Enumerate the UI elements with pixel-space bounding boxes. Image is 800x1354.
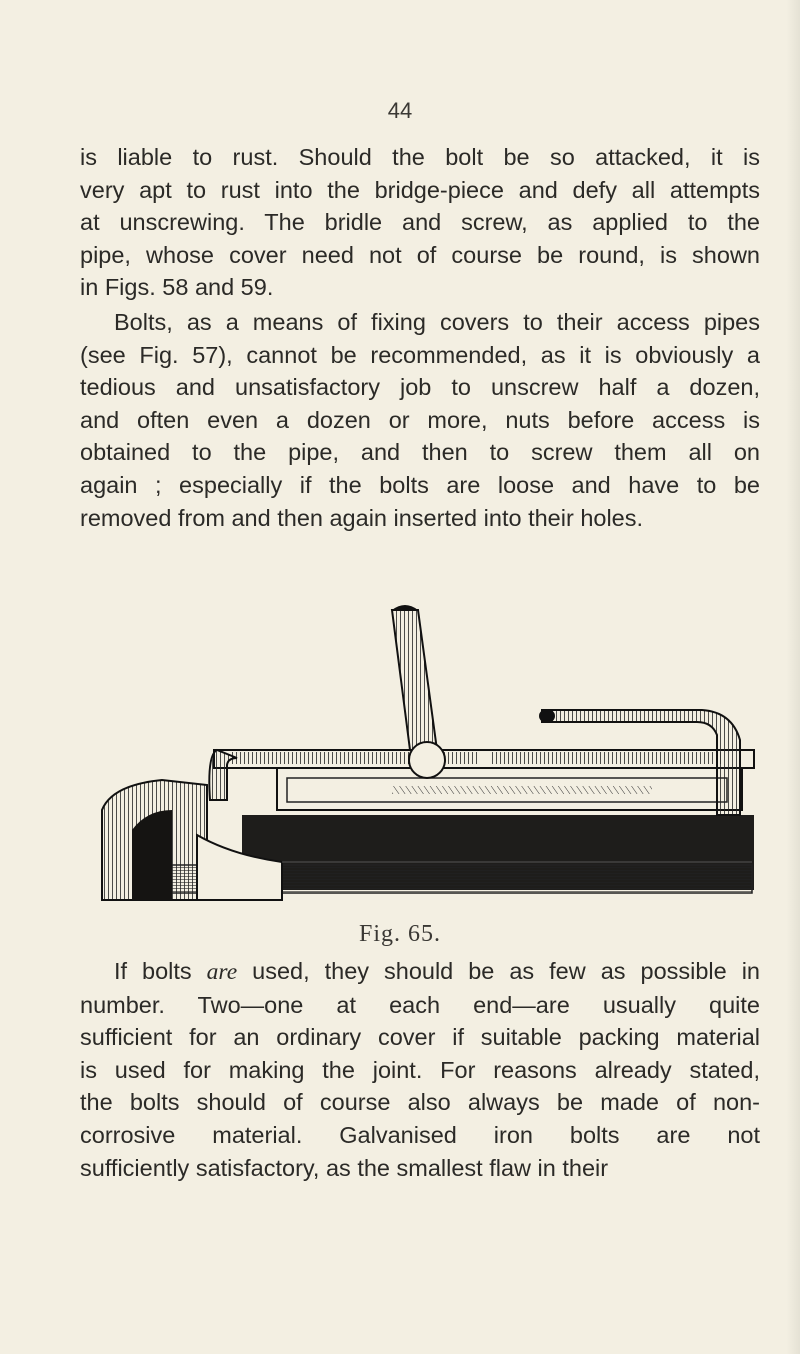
text-line: again ; especially if the bolts are loose and have to be — [80, 471, 760, 498]
paragraph-3 — [80, 955, 760, 1184]
text-line: (see Fig. 57), cannot be recommended, as it is obviously a — [80, 341, 760, 368]
text-line: is liable to rust. Should the bolt be so attacked, it is — [80, 144, 760, 170]
text-line: at unscrewing. The bridle and screw, as applied to the — [80, 209, 760, 236]
screw-collar — [409, 742, 445, 778]
text-line: and often even a dozen or more, nuts before access is — [80, 406, 760, 433]
text-line: is used for making the joint. For reasons already stated, — [80, 1056, 760, 1083]
text-line: sufficient for an ordinary cover if suitable packing material — [80, 1024, 760, 1051]
text-line: in Figs. 58 and 59. — [80, 274, 274, 301]
paragraph-2 — [80, 306, 760, 534]
figure-65-illustration — [92, 600, 762, 912]
text-run: If bolts — [114, 958, 207, 984]
text-line: number. Two—one at each end—are usually quite — [80, 991, 760, 1018]
text-line-with-italic — [80, 955, 760, 989]
page-edge-shadow — [786, 0, 800, 1354]
screw-shaft — [392, 610, 437, 750]
text-line: obtained to the pipe, and then to screw them all on — [80, 439, 760, 466]
italic-word: are — [206, 959, 238, 985]
text-line: very apt to rust into the bridge-piece and defy all attempts — [80, 176, 760, 203]
text-line: tedious and unsatisfactory job to unscrew half a dozen, — [80, 374, 760, 401]
text-line: removed from and then again inserted into their holes. — [80, 504, 644, 531]
left-hook — [209, 750, 237, 800]
text-line: pipe, whose cover need not of course be round, is shown — [80, 241, 760, 268]
text-line: corrosive material. Galvanised iron bolts are not — [80, 1121, 760, 1148]
text-line: Bolts, as a means of fixing covers to their access pipes — [114, 309, 760, 335]
text-run: used, they should be as few as possible in — [237, 958, 760, 984]
text-line: the bolts should of course also always be made of non- — [80, 1089, 760, 1116]
text-line: sufficiently satisfactory, as the smallest flaw in their — [80, 1154, 609, 1181]
paragraph-1 — [80, 141, 760, 304]
figure-caption: Fig. 65. — [358, 921, 441, 947]
page-number: 44 — [387, 98, 413, 123]
